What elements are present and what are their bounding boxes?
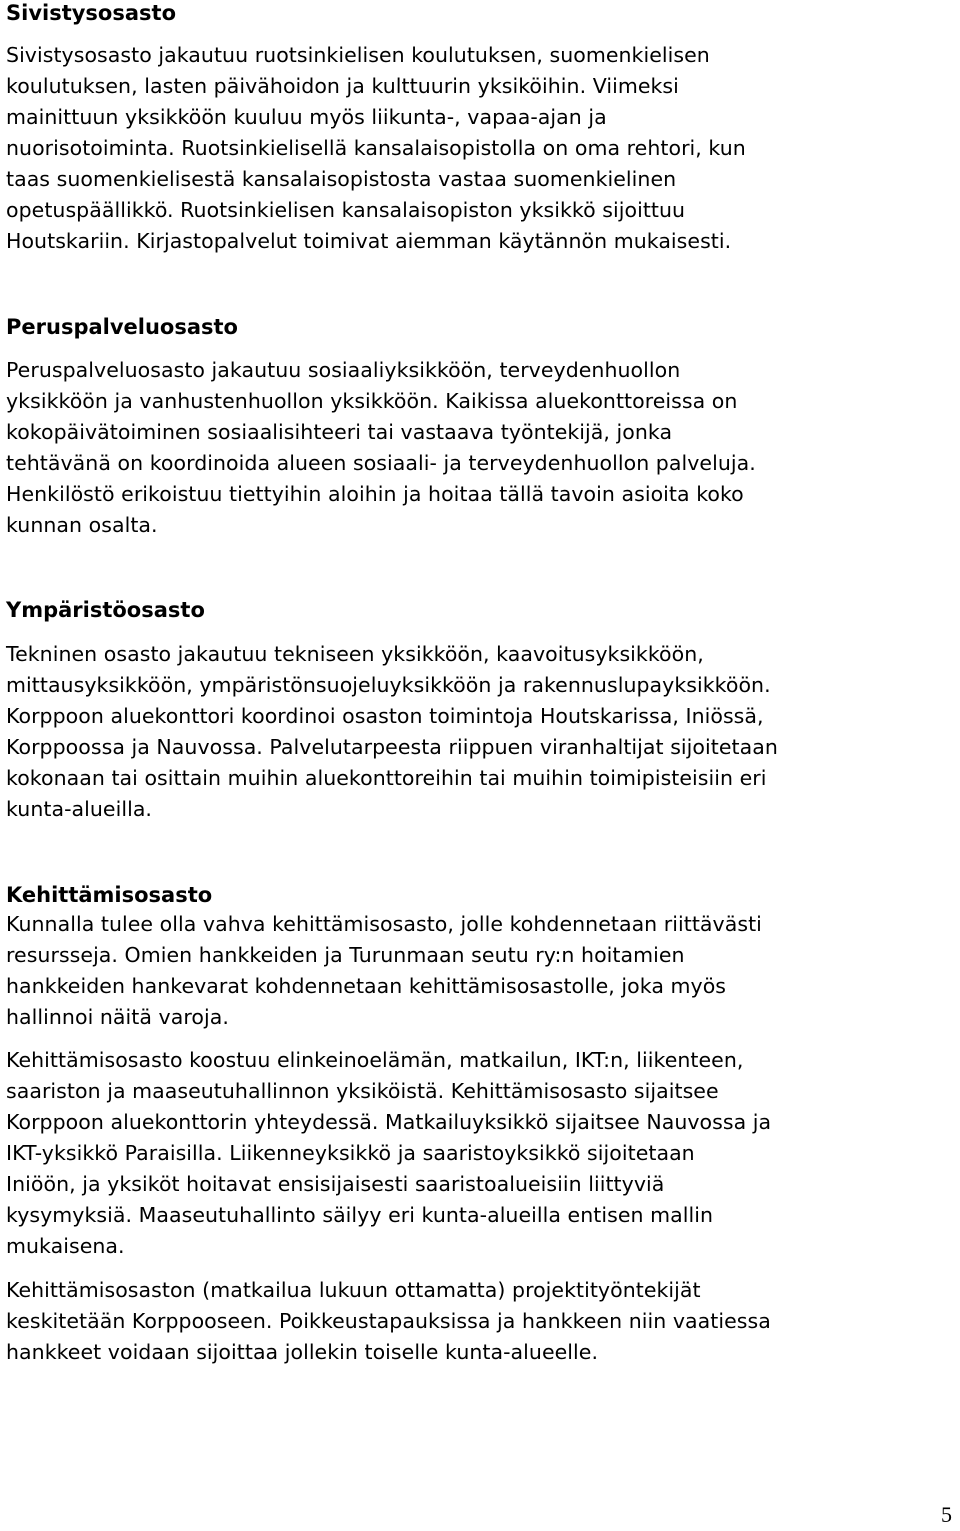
text-line: Houtskariin. Kirjastopalvelut toimivat aiemman käytännön mukaisesti. bbox=[6, 229, 732, 253]
text-line: yksikköön ja vanhustenhuollon yksikköön. Kaikissa aluekonttoreissa on bbox=[6, 389, 738, 413]
paragraph-peruspalveluosasto bbox=[6, 355, 958, 541]
text-line: saariston ja maaseutuhallinnon yksiköistä. Kehittämisosasto sijaitsee bbox=[6, 1079, 719, 1103]
text-line: Korppoossa ja Nauvossa. Palvelutarpeesta riippuen viranhaltijat sijoitetaan bbox=[6, 735, 778, 759]
text-line: IKT-yksikkö Paraisilla. Liikenneyksikkö ja saaristoyksikkö sijoitetaan bbox=[6, 1141, 695, 1165]
text-line: resursseja. Omien hankkeiden ja Turunmaan seutu ry:n hoitamien bbox=[6, 943, 685, 967]
paragraph-kehittamisosasto-1 bbox=[6, 909, 958, 1033]
text-line: Kunnalla tulee olla vahva kehittämisosasto, jolle kohdennetaan riittävästi bbox=[6, 912, 762, 936]
text-line: mukaisena. bbox=[6, 1234, 125, 1258]
text-line: mainittuun yksikköön kuuluu myös liikunta-, vapaa-ajan ja bbox=[6, 105, 607, 129]
text-line: kunta-alueilla. bbox=[6, 797, 153, 821]
text-line: koulutuksen, lasten päivähoidon ja kulttuurin yksiköihin. Viimeksi bbox=[6, 74, 679, 98]
page-number: 5 bbox=[941, 1502, 952, 1527]
text-line: opetuspäällikkö. Ruotsinkielisen kansalaisopiston yksikkö sijoittuu bbox=[6, 198, 686, 222]
text-line: tehtävänä on koordinoida alueen sosiaali- ja terveydenhuollon palveluja. bbox=[6, 451, 756, 475]
section-heading-kehittamisosasto: Kehittämisosasto bbox=[6, 883, 213, 907]
paragraph-ymparistoosasto bbox=[6, 639, 958, 825]
text-line: Korppoon aluekonttorin yhteydessä. Matkailuyksikkö sijaitsee Nauvossa ja bbox=[6, 1110, 772, 1134]
paragraph-kehittamisosasto-3 bbox=[6, 1275, 958, 1368]
text-line: kysymyksiä. Maaseutuhallinto säilyy eri kunta-alueilla entisen mallin bbox=[6, 1203, 714, 1227]
text-line: Kehittämisosaston (matkailua lukuun ottamatta) projektityöntekijät bbox=[6, 1278, 701, 1302]
text-line: Korppoon aluekonttori koordinoi osaston toimintoja Houtskarissa, Iniössä, bbox=[6, 704, 764, 728]
text-line: taas suomenkielisestä kansalaisopistosta vastaa suomenkielinen bbox=[6, 167, 677, 191]
text-line: hankkeiden hankevarat kohdennetaan kehittämisosastolle, joka myös bbox=[6, 974, 727, 998]
text-line: Henkilöstö erikoistuu tiettyihin aloihin ja hoitaa tällä tavoin asioita koko bbox=[6, 482, 744, 506]
text-line: Sivistysosasto jakautuu ruotsinkielisen koulutuksen, suomenkielisen bbox=[6, 43, 710, 67]
text-line: kokopäivätoiminen sosiaalisihteeri tai vastaava työntekijä, jonka bbox=[6, 420, 673, 444]
paragraph-sivistysosasto bbox=[6, 40, 958, 257]
section-heading-sivistysosasto: Sivistysosasto bbox=[6, 1, 176, 25]
text-line: Tekninen osasto jakautuu tekniseen yksikköön, kaavoitusyksikköön, bbox=[6, 642, 704, 666]
text-line: kunnan osalta. bbox=[6, 513, 158, 537]
text-line: keskitetään Korppooseen. Poikkeustapauksissa ja hankkeen niin vaatiessa bbox=[6, 1309, 771, 1333]
section-heading-ymparistoosasto: Ympäristöosasto bbox=[6, 598, 205, 622]
text-line: Peruspalveluosasto jakautuu sosiaaliyksikköön, terveydenhuollon bbox=[6, 358, 681, 382]
text-line: Kehittämisosasto koostuu elinkeinoelämän, matkailun, IKT:n, liikenteen, bbox=[6, 1048, 744, 1072]
text-line: nuorisotoiminta. Ruotsinkielisellä kansalaisopistolla on oma rehtori, kun bbox=[6, 136, 746, 160]
text-line: hallinnoi näitä varoja. bbox=[6, 1005, 229, 1029]
section-heading-peruspalveluosasto: Peruspalveluosasto bbox=[6, 315, 238, 339]
text-line: Iniöön, ja yksiköt hoitavat ensisijaisesti saaristoalueisiin liittyviä bbox=[6, 1172, 665, 1196]
paragraph-kehittamisosasto-2 bbox=[6, 1045, 958, 1262]
text-line: hankkeet voidaan sijoittaa jollekin toiselle kunta-alueelle. bbox=[6, 1340, 599, 1364]
text-line: mittausyksikköön, ympäristönsuojeluyksikköön ja rakennuslupayksikköön. bbox=[6, 673, 771, 697]
text-line: kokonaan tai osittain muihin aluekonttoreihin tai muihin toimipisteisiin eri bbox=[6, 766, 767, 790]
